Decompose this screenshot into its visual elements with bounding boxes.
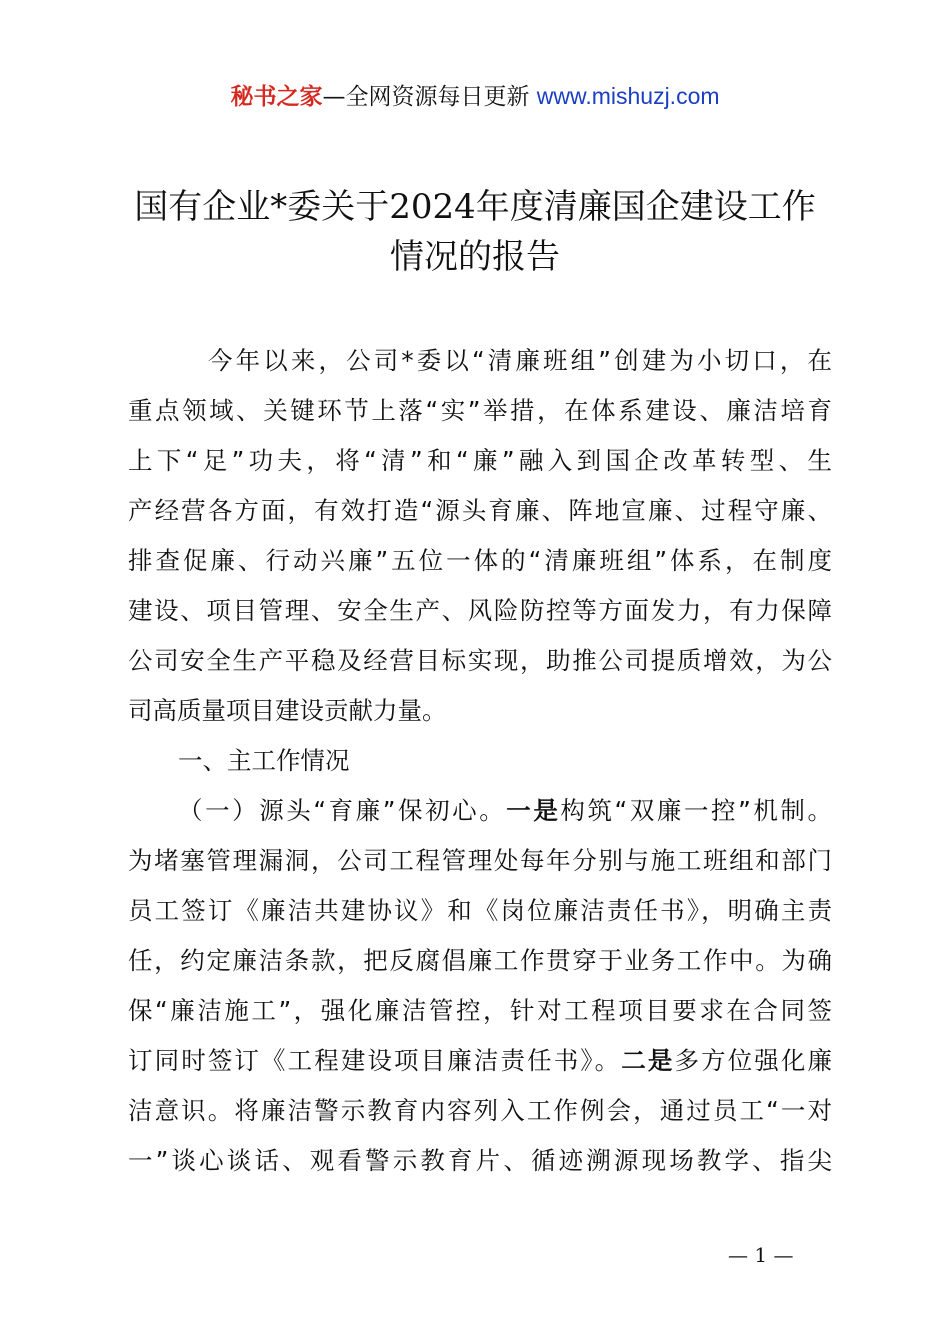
bold-marker: 二是: [621, 1046, 675, 1075]
paragraph-line: 司高质量项目建设贡献力量。: [128, 696, 447, 725]
paragraph-line: 上下“足”功夫，将“清”和“廉”融入到国企改革转型、生: [128, 446, 832, 475]
section-heading: 一、主工作情况: [178, 746, 350, 775]
banner-slogan: —全网资源每日更新: [322, 84, 537, 110]
paragraph-line: 公司安全生产平稳及经营目标实现，助推公司提质增效，为公: [128, 646, 832, 675]
page-number: — 1 —: [728, 1243, 794, 1267]
title-line-1: 国有企业*委关于2024年度清廉国企建设工作: [134, 187, 816, 227]
subsection-title: （一）源头“育廉”保初心。: [178, 796, 507, 825]
document-body: [128, 336, 832, 1186]
paragraph-line: 产经营各方面，有效打造“源头育廉、阵地宣廉、过程守廉、: [128, 496, 832, 525]
paragraph-line: [128, 786, 832, 836]
paragraph-line: 洁意识。将廉洁警示教育内容列入工作例会，通过员工“一对: [128, 1096, 832, 1125]
document-title: [0, 182, 950, 282]
paragraph-line: 任，约定廉洁条款，把反腐倡廉工作贯穿于业务工作中。为确: [128, 946, 832, 975]
paragraph-line: 一”谈心谈话、观看警示教育片、循迹溯源现场教学、指尖: [128, 1146, 832, 1175]
paragraph-line: 保“廉洁施工”，强化廉洁管控，针对工程项目要求在合同签: [128, 996, 832, 1025]
paragraph-line: 今年以来，公司*委以“清廉班组”创建为小切口，在: [208, 346, 832, 375]
paragraph-line: 重点领域、关键环节上落“实”举措，在体系建设、廉洁培育: [128, 396, 832, 425]
paragraph-line: 建设、项目管理、安全生产、风险防控等方面发力，有力保障: [128, 596, 832, 625]
title-line-2: 情况的报告: [390, 237, 560, 277]
line-text: 多方位强化廉: [674, 1046, 833, 1075]
brand-name: 秘书之家: [230, 84, 323, 110]
line-text: 构筑“双廉一控”机制。: [560, 796, 832, 825]
paragraph-line: [128, 1036, 832, 1086]
site-banner: [0, 80, 950, 113]
paragraph-line: 为堵塞管理漏洞，公司工程管理处每年分别与施工班组和部门: [128, 846, 832, 875]
paragraph-line: 排查促廉、行动兴廉”五位一体的“清廉班组”体系，在制度: [128, 546, 832, 575]
paragraph-line: 员工签订《廉洁共建协议》和《岗位廉洁责任书》，明确主责: [128, 896, 832, 925]
line-text: 订同时签订《工程建设项目廉洁责任书》。: [128, 1046, 622, 1075]
bold-marker: 一是: [506, 796, 561, 825]
banner-url-link[interactable]: www.mishuzj.com: [536, 83, 720, 109]
